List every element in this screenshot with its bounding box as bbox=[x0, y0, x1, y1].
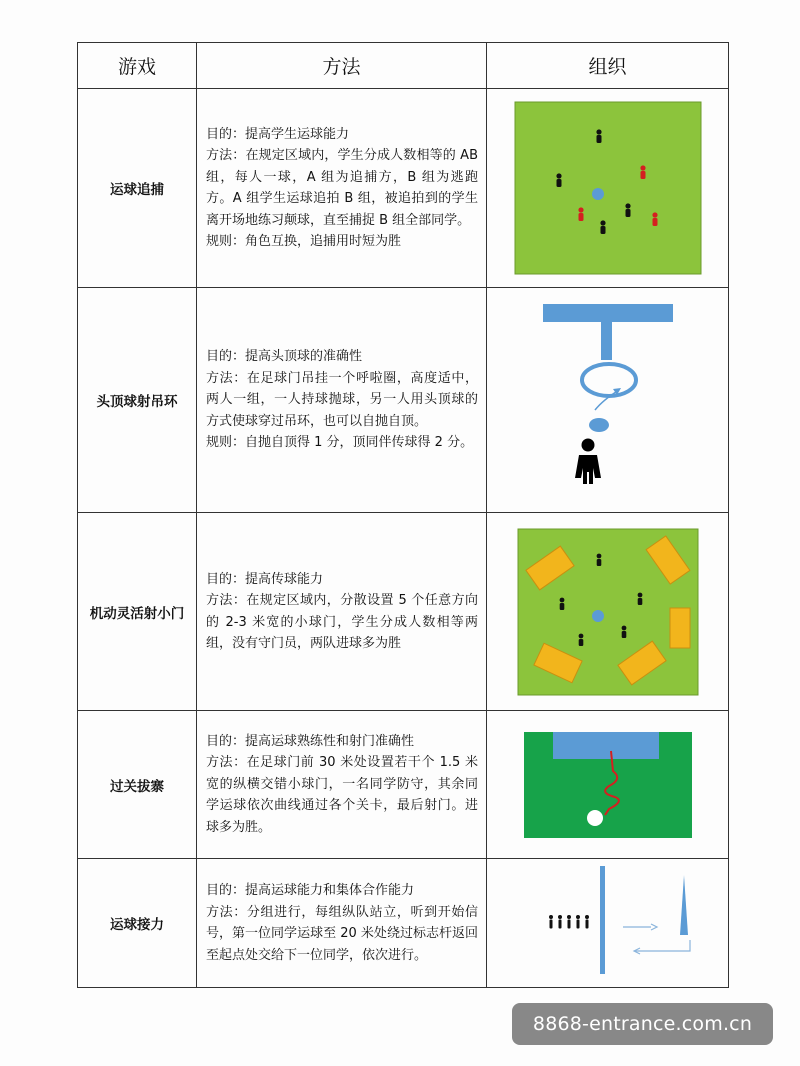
player-icon bbox=[600, 220, 605, 234]
organization-cell bbox=[487, 513, 729, 711]
method-purpose: 目的：提高运球熟练性和射门准确性 bbox=[206, 733, 415, 749]
start-line bbox=[600, 866, 605, 974]
method-rule: 规则：角色互换，追捕用时短为胜 bbox=[206, 234, 402, 249]
player-icon bbox=[625, 203, 630, 217]
player-icon bbox=[637, 592, 642, 604]
mini-goal bbox=[670, 608, 690, 648]
table-row bbox=[78, 513, 729, 711]
organization-cell bbox=[487, 89, 729, 288]
player-icon bbox=[596, 553, 601, 565]
game-name: 过关拔寨 bbox=[78, 711, 197, 859]
player-icon bbox=[558, 915, 562, 929]
method-procedure: 方法：在规定区域内，学生分成人数相等的 AB 组，每人一球，A 组为追捕方，B 组为逃跑方。A 组学生运球追拍 B 组，被追拍到的学生离开场地练习颠球，直至捕捉 B 组全部同学。 bbox=[206, 148, 478, 228]
person-icon bbox=[575, 439, 601, 485]
method-cell bbox=[197, 89, 487, 288]
organization-cell bbox=[487, 859, 729, 988]
method-purpose: 目的：提高运球能力和集体合作能力 bbox=[206, 883, 415, 898]
organization-cell bbox=[487, 288, 729, 513]
table-row bbox=[78, 288, 729, 513]
method-cell bbox=[197, 288, 487, 513]
method-purpose: 目的：提高传球能力 bbox=[206, 571, 324, 587]
table-row bbox=[78, 89, 729, 288]
method-rule: 规则：自抛自顶得 1 分，顶同伴传球得 2 分。 bbox=[206, 435, 474, 451]
pass-the-gates-diagram bbox=[523, 731, 693, 839]
goal bbox=[553, 732, 659, 759]
game-name: 运球接力 bbox=[78, 859, 197, 988]
player-icon bbox=[556, 173, 561, 187]
watermark: 8868-entrance.com.cn bbox=[512, 1003, 773, 1045]
arrow-head-icon bbox=[651, 924, 657, 930]
goal-crossbar bbox=[543, 304, 673, 322]
header-hoop-diagram bbox=[533, 300, 683, 500]
method-procedure: 方法：在足球门吊挂一个呼啦圈，高度适中，两人一组，一人持球抛球，另一人用头顶球的方式使球穿过吊环，也可以自抛自顶。 bbox=[206, 370, 478, 429]
field bbox=[515, 102, 701, 274]
method-purpose: 目的：提高学生运球能力 bbox=[206, 126, 350, 142]
hoop-ring bbox=[582, 364, 636, 396]
ball-icon bbox=[592, 188, 604, 200]
header-game: 游戏 bbox=[78, 43, 197, 89]
game-name: 机动灵活射小门 bbox=[78, 513, 197, 711]
ball-icon bbox=[592, 610, 604, 622]
method-cell bbox=[197, 859, 487, 988]
method-cell bbox=[197, 711, 487, 859]
dribble-chase-diagram bbox=[513, 100, 703, 276]
player-icon bbox=[549, 915, 553, 929]
player-icon-red bbox=[652, 212, 657, 226]
method-procedure: 方法：在规定区域内，分散设置 5 个任意方向的 2-3 米宽的小球门，学生分成人数相等两组，没有守门员，两队进球多为胜 bbox=[206, 593, 478, 651]
method-procedure: 方法：分组进行，每组纵队站立，听到开始信号，第一位同学运球至 20 米处绕过标志杆返回至起点处交给下一位同学，依次进行。 bbox=[206, 904, 478, 963]
player-icon-red bbox=[578, 207, 583, 221]
header-method: 方法 bbox=[197, 43, 487, 89]
player-column bbox=[549, 915, 589, 929]
method-cell bbox=[197, 513, 487, 711]
games-table bbox=[77, 42, 729, 988]
player-icon-red bbox=[640, 165, 645, 179]
table-row bbox=[78, 711, 729, 859]
table-row bbox=[78, 859, 729, 988]
ball-icon bbox=[587, 810, 603, 826]
relay-diagram bbox=[523, 865, 693, 981]
arrow-return bbox=[635, 940, 690, 951]
game-name: 运球追捕 bbox=[78, 89, 197, 288]
player-icon bbox=[596, 129, 601, 143]
game-name: 头顶球射吊环 bbox=[78, 288, 197, 513]
mini-goals-diagram bbox=[517, 528, 699, 696]
player-icon bbox=[567, 915, 571, 929]
organization-cell bbox=[487, 711, 729, 859]
header-organization: 组织 bbox=[487, 43, 729, 89]
hoop-hanger bbox=[601, 322, 612, 360]
table-header-row bbox=[78, 43, 729, 89]
ball-icon bbox=[589, 418, 609, 432]
player-icon bbox=[576, 915, 580, 929]
marker-pole bbox=[680, 875, 688, 935]
method-procedure: 方法：在足球门前 30 米处设置若干个 1.5 米宽的纵横交错小球门，一名同学防守，其余同学运球依次曲线通过各个关卡，最后射门。进球多为胜。 bbox=[206, 755, 478, 835]
method-purpose: 目的：提高头顶球的准确性 bbox=[206, 349, 363, 365]
player-icon bbox=[585, 915, 589, 929]
player-icon bbox=[578, 633, 583, 645]
player-icon bbox=[559, 597, 564, 609]
player-icon bbox=[621, 625, 626, 637]
